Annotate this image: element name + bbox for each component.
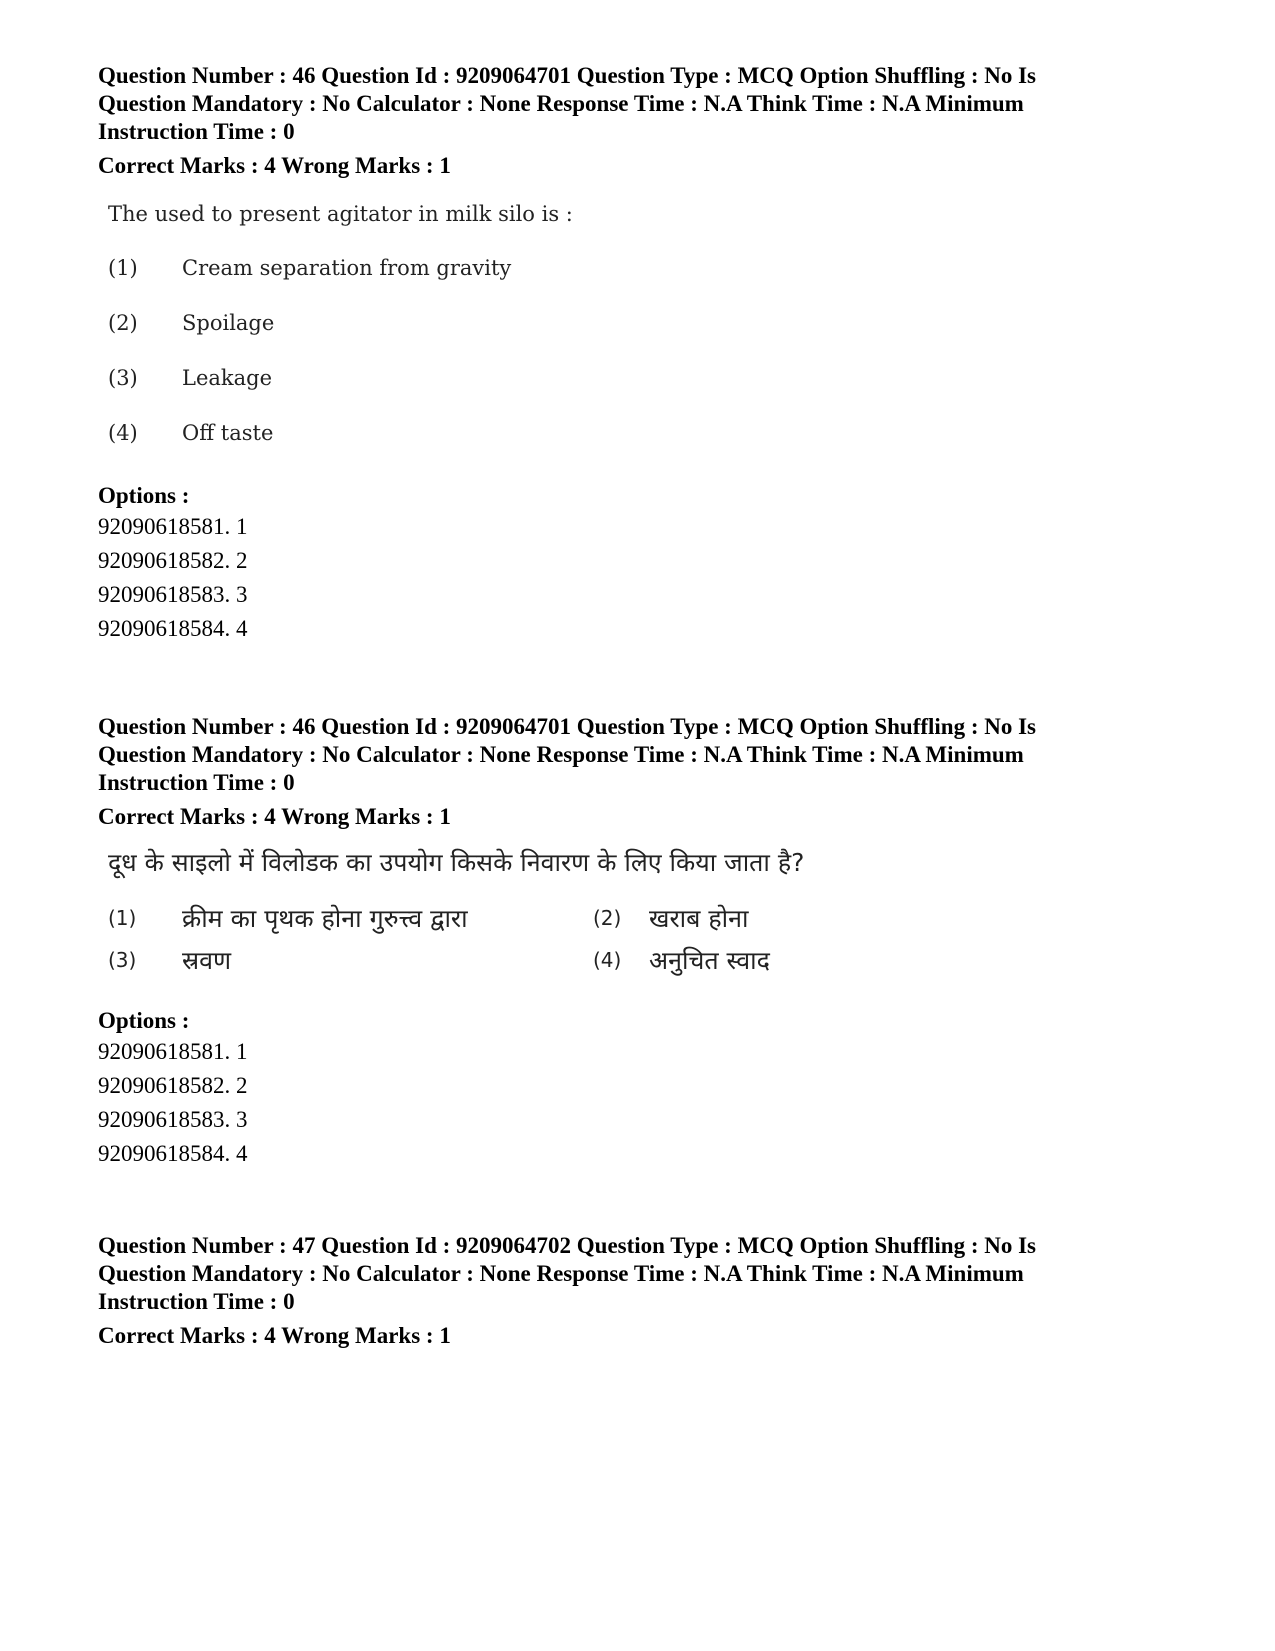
option-number: (3) — [108, 366, 138, 390]
option-number: (1) — [108, 906, 137, 930]
answer-option — [593, 943, 1078, 977]
answer-option-row — [108, 939, 1178, 981]
option-number: (2) — [108, 311, 138, 335]
question-meta: Question Number : 46 Question Id : 9209064701 Question Type : MCQ Option Shuffling : No Is Question Mandatory : No Calculator : None Response Time : N.A Think Time : N.A Minimum Instruction Time : 0 — [98, 63, 1037, 144]
question-marks: Correct Marks : 4 Wrong Marks : 1 — [98, 153, 451, 178]
option-id-line: 92090618581. 1 — [98, 514, 248, 539]
option-id-line: 92090618582. 2 — [98, 1073, 248, 1098]
question-meta: Question Number : 47 Question Id : 9209064702 Question Type : MCQ Option Shuffling : No Is Question Mandatory : No Calculator : None Response Time : N.A Think Time : N.A Minimum Instruction Time : 0 — [98, 1233, 1037, 1314]
answer-option-row — [108, 897, 1178, 939]
option-number: (4) — [593, 948, 622, 972]
option-text: Spoilage — [182, 311, 275, 335]
option-text: क्रीम का पृथक होना गुरुत्त्व द्वारा — [182, 904, 468, 933]
option-text: Off taste — [182, 421, 274, 445]
question-stem: दूध के साइलो में विलोडक का उपयोग किसके निवारण के लिए किया जाता है? — [108, 848, 805, 877]
question-image — [108, 845, 1178, 981]
option-number: (2) — [593, 906, 622, 930]
option-text: अनुचित स्वाद — [649, 946, 770, 975]
answer-option — [108, 943, 593, 977]
option-id-line: 92090618584. 4 — [98, 616, 248, 641]
option-id-line: 92090618583. 3 — [98, 582, 248, 607]
question-meta: Question Number : 46 Question Id : 9209064701 Question Type : MCQ Option Shuffling : No Is Question Mandatory : No Calculator : None Response Time : N.A Think Time : N.A Minimum Instruction Time : 0 — [98, 714, 1037, 795]
question-image — [108, 202, 1178, 476]
question-marks: Correct Marks : 4 Wrong Marks : 1 — [98, 804, 451, 829]
options-heading: Options : — [98, 483, 190, 508]
answer-option — [108, 901, 593, 935]
question-block-47 — [98, 1232, 1178, 1350]
answer-option — [108, 311, 1178, 366]
answer-option — [108, 256, 1178, 311]
option-text: Cream separation from gravity — [182, 256, 512, 280]
question-stem: The used to present agitator in milk silo is : — [108, 202, 573, 226]
option-id-line: 92090618583. 3 — [98, 1107, 248, 1132]
answer-option — [593, 901, 1078, 935]
option-number: (4) — [108, 421, 138, 445]
option-id-line: 92090618582. 2 — [98, 548, 248, 573]
option-text: स्रवण — [182, 946, 232, 975]
option-number: (1) — [108, 256, 138, 280]
option-text: खराब होना — [649, 904, 749, 933]
question-marks: Correct Marks : 4 Wrong Marks : 1 — [98, 1323, 451, 1348]
option-id-line: 92090618581. 1 — [98, 1039, 248, 1064]
question-block-46-en — [98, 62, 1178, 646]
answer-option — [108, 421, 1178, 476]
option-id-line: 92090618584. 4 — [98, 1141, 248, 1166]
option-text: Leakage — [182, 366, 273, 390]
question-block-46-hi — [98, 713, 1178, 1171]
options-heading: Options : — [98, 1008, 190, 1033]
answer-option — [108, 366, 1178, 421]
option-number: (3) — [108, 948, 137, 972]
